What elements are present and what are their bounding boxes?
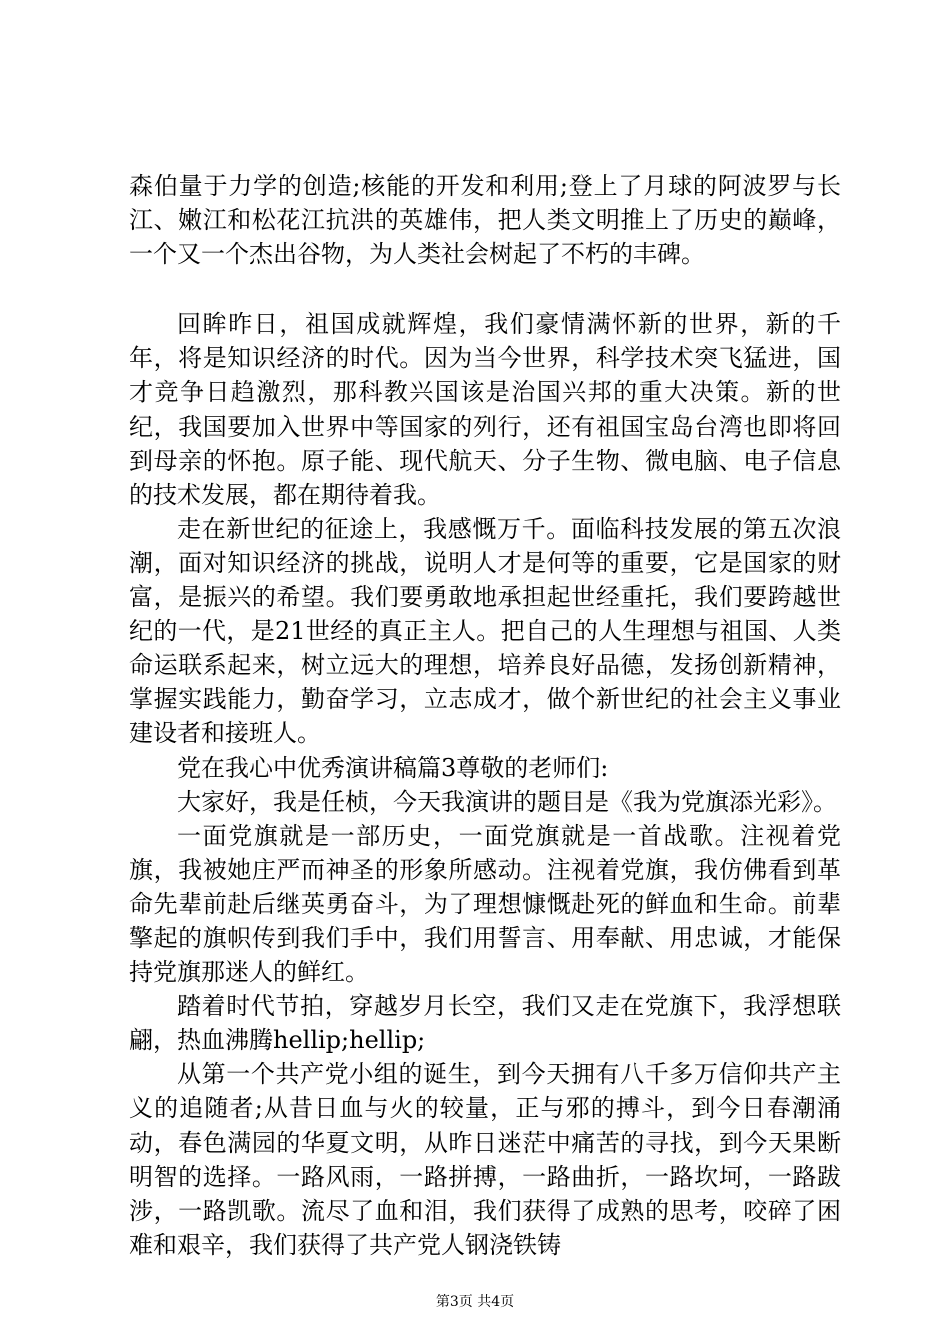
- paragraph: 从第一个共产党小组的诞生，到今天拥有八千多万信仰共产主义的追随者;从昔日血与火的较量，正与邪的搏斗，到今日春潮涌动，春色满园的华夏文明，从昨日迷茫中痛苦的寻找，到今天果断明智的选择。一路风雨，一路拼搏，一路曲折，一路坎坷，一路跋涉，一路凯歌。流尽了血和泪，我们获得了成熟的思考，咬碎了困难和艰辛，我们获得了共产党人钢浇铁铸: [129, 1060, 841, 1259]
- paragraph: 回眸昨日，祖国成就辉煌，我们豪情满怀新的世界，新的千年，将是知识经济的时代。因为当今世界，科学技术突飞猛进，国才竞争日趋激烈，那科教兴国该是治国兴邦的重大决策。新的世纪，我国要加入世界中等国家的列行，还有祖国宝岛台湾也即将回到母亲的怀抱。原子能、现代航天、分子生物、微电脑、电子信息的技术发展，都在期待着我。: [129, 310, 841, 509]
- paragraph: 走在新世纪的征途上，我感慨万千。面临科技发展的第五次浪潮，面对知识经济的挑战，说明人才是何等的重要，它是国家的财富，是振兴的希望。我们要勇敢地承担起世经重托，我们要跨越世纪的一代，是21世经的真正主人。把自己的人生理想与祖国、人类命运联系起来，树立远大的理想，培养良好品德，发扬创新精神，掌握实践能力，勤奋学习，立志成才，做个新世纪的社会主义事业建设者和接班人。: [129, 514, 841, 748]
- paragraph: 踏着时代节拍，穿越岁月长空，我们又走在党旗下，我浮想联翩，热血沸腾hellip;hellip;: [129, 992, 841, 1055]
- paragraph: 大家好，我是任桢，今天我演讲的题目是《我为党旗添光彩》。: [177, 787, 837, 816]
- page-number: 第3页 共4页: [435, 1294, 515, 1310]
- document-body: [129, 169, 841, 1262]
- paragraph-continued: 森伯量于力学的创造;核能的开发和利用;登上了月球的阿波罗与长江、嫩江和松花江抗洪的英雄伟，把人类文明推上了历史的巅峰，一个又一个杰出谷物，为人类社会树起了不朽的丰碑。: [129, 172, 841, 269]
- paragraph: 一面党旗就是一部历史，一面党旗就是一首战歌。注视着党旗，我被她庄严而神圣的形象所感动。注视着党旗，我仿佛看到革命先辈前赴后继英勇奋斗，为了理想慷慨赴死的鲜血和生命。前辈擎起的旗帜传到我们手中，我们用誓言、用奉献、用忠诚，才能保持党旗那迷人的鲜红。: [129, 821, 841, 987]
- section-heading-line: 党在我心中优秀演讲稿篇3尊敬的老师们:: [177, 753, 609, 782]
- page-footer: [0, 1293, 950, 1311]
